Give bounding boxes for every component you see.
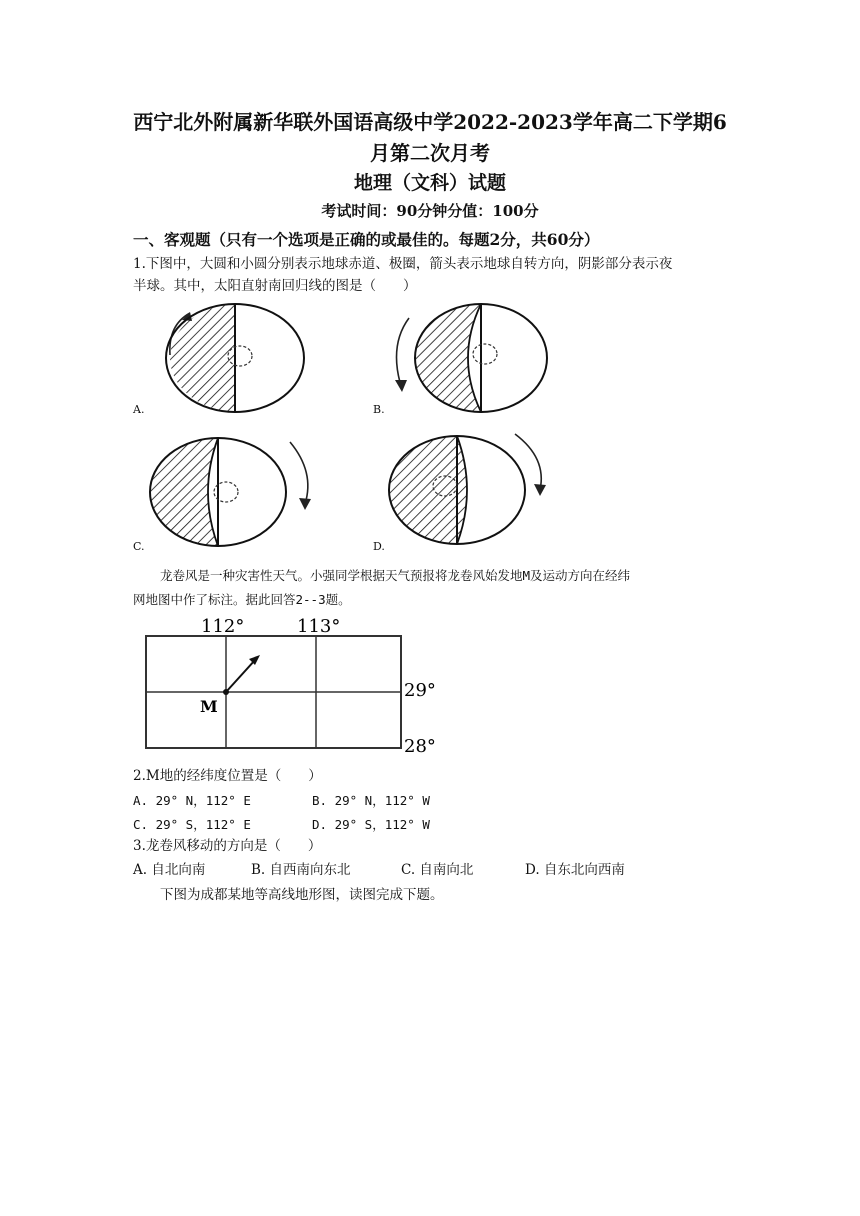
q1-option-a-label: A. <box>133 403 145 416</box>
q1-stem-line1: 1.下图中，大圆和小圆分别表示地球赤道、极圈，箭头表示地球自转方向，阴影部分表示夜 <box>133 256 673 272</box>
diagram-option-c <box>140 432 325 550</box>
q3-option-b: B. 自西南向东北 <box>251 862 351 878</box>
q1-option-c-label: C. <box>133 540 145 553</box>
point-m-label: M <box>200 697 218 716</box>
q3-option-c: C. 自南向北 <box>401 862 474 878</box>
q2-option-c: C. 29° S，112° E <box>133 817 251 832</box>
document-title-line1: 西宁北外附属新华联外国语高级中学2022-2023学年高二下学期6 <box>133 110 727 134</box>
q2-option-d: D. 29° S，112° W <box>312 817 430 832</box>
passage2-line1: 下图为成都某地等高线地形图，读图完成下题。 <box>160 887 444 903</box>
exam-info: 考试时间：90分钟分值：100分 <box>321 202 539 220</box>
q3-stem: 3.龙卷风移动的方向是（ ） <box>133 838 322 854</box>
q1-stem-line2: 半球。其中，太阳直射南回归线的图是（ ） <box>133 278 417 294</box>
lat-28-label: 28° <box>404 736 436 757</box>
subject-title: 地理（文科）试题 <box>353 172 506 194</box>
q3-option-d: D. 自东北向西南 <box>525 862 625 878</box>
q1-option-d-label: D. <box>373 540 385 553</box>
q2-option-a: A. 29° N，112° E <box>133 793 251 808</box>
lon-113-label: 113° <box>297 616 341 637</box>
q2-option-b: B. 29° N，112° W <box>312 793 430 808</box>
document-title-line2: 月第二次月考 <box>370 141 490 165</box>
diagram-option-b <box>385 300 555 418</box>
lon-112-label: 112° <box>201 616 245 637</box>
q3-option-a: A. 自北向南 <box>133 862 206 878</box>
q2-stem: 2.M地的经纬度位置是（ ） <box>133 768 322 784</box>
passage1-line1: 龙卷风是一种灾害性天气。小强同学根据天气预报将龙卷风始发地M及运动方向在经纬 <box>160 568 631 583</box>
lat-29-label: 29° <box>404 680 436 701</box>
latlon-grid-map <box>140 612 450 757</box>
q1-option-b-label: B. <box>373 403 385 416</box>
section-heading: 一、客观题（只有一个选项是正确的或最佳的。每题2分，共60分） <box>133 230 600 249</box>
diagram-option-d <box>385 428 555 546</box>
passage1-line2: 网地图中作了标注。据此回答2--3题。 <box>133 592 351 607</box>
diagram-option-a <box>160 300 310 418</box>
